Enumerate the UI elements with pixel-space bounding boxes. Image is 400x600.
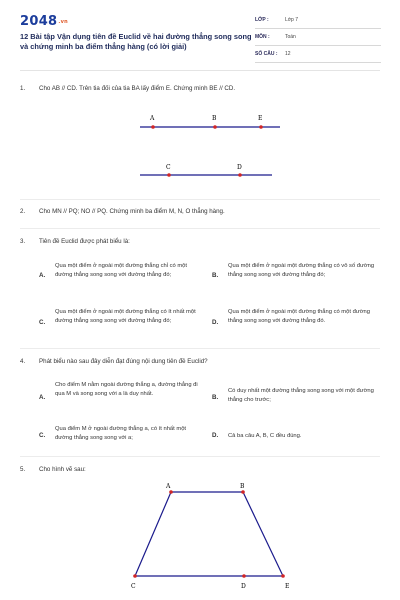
point-e	[281, 574, 285, 578]
option-b-text[interactable]: Qua một điểm ở ngoài một đường thẳng có vô số đường thẳng song song với đường thẳng đó;	[228, 263, 375, 279]
option-label: B.	[212, 272, 219, 279]
option-label: C.	[39, 319, 46, 326]
point-d	[238, 173, 242, 177]
label-c: C	[131, 583, 136, 590]
point-b	[213, 125, 217, 129]
divider	[20, 228, 380, 229]
option-a-text[interactable]: Cho điểm M nằm ngoài đường thẳng a, đường thẳng đi qua M và song song với a là duy nhất.	[55, 382, 198, 398]
option-label: A.	[39, 394, 46, 401]
point-a	[169, 490, 173, 494]
question-text: Cho hình vẽ sau:	[39, 466, 86, 473]
meta-box	[255, 14, 381, 65]
question-number: 4.	[20, 358, 26, 365]
option-d-text[interactable]: Cả ba câu A, B, C đều đúng.	[228, 433, 302, 439]
divider	[20, 348, 380, 349]
option-c-text[interactable]: Qua điểm M ở ngoài đường thẳng a, có ít nhất một đường thẳng song song với a;	[55, 426, 187, 442]
point-e	[259, 125, 263, 129]
divider	[20, 199, 380, 200]
label-b: B	[240, 483, 245, 490]
header-divider	[20, 70, 380, 71]
label-b: B	[212, 115, 217, 122]
question-number: 1.	[20, 85, 26, 92]
option-label: C.	[39, 432, 46, 439]
meta-label: SỐ CÂU :	[255, 51, 278, 57]
option-label: B.	[212, 394, 219, 401]
question-text: Phát biểu nào sau đây diễn đạt đúng nội dung tiên đề Euclid?	[39, 358, 208, 365]
meta-value: Lớp 7	[285, 17, 299, 23]
option-b-text[interactable]: Có duy nhất một đường thẳng song song với một đường thẳng cho trước;	[228, 388, 374, 404]
option-label: D.	[212, 319, 219, 326]
meta-row-count	[255, 48, 381, 63]
point-c	[167, 173, 171, 177]
option-label: D.	[212, 432, 219, 439]
label-c: C	[166, 164, 171, 171]
point-d	[242, 574, 246, 578]
question-text: Cho AB // CD. Trên tia đối của tia BA lấy điểm E. Chứng minh BE // CD.	[39, 85, 236, 92]
option-label: A.	[39, 272, 46, 279]
label-a: A	[150, 115, 155, 122]
label-d: D	[241, 583, 246, 590]
segment-be	[243, 492, 283, 576]
question-text: Cho MN // PQ; NO // PQ. Chứng minh ba điểm M, N, O thẳng hàng.	[39, 208, 225, 215]
label-a: A	[166, 483, 171, 490]
site-logo[interactable]	[20, 14, 68, 29]
point-c	[133, 574, 137, 578]
point-b	[241, 490, 245, 494]
question-number: 2.	[20, 208, 26, 215]
logo-text: 2048	[20, 14, 58, 29]
label-e: E	[258, 115, 263, 122]
option-a-text[interactable]: Qua một điểm ở ngoài một đường thẳng chỉ có một đường thẳng song song với đường thẳng đó;	[55, 263, 187, 279]
question-text: Tiên đề Euclid được phát biểu là:	[39, 238, 130, 245]
figure-trapezoid	[0, 480, 400, 595]
label-d: D	[237, 164, 242, 171]
option-d-text[interactable]: Qua một điểm ở ngoài một đường thẳng có một đường thẳng song song với đường thẳng đó.	[228, 309, 370, 325]
figure-parallel-lines	[0, 100, 400, 190]
question-number: 3.	[20, 238, 26, 245]
logo-suffix: .vn	[58, 18, 69, 25]
meta-label: MÔN :	[255, 34, 270, 40]
meta-value: Toán	[285, 34, 296, 40]
document-header	[0, 0, 400, 70]
question-number: 5.	[20, 466, 26, 473]
segment-ac	[135, 492, 171, 576]
point-a	[151, 125, 155, 129]
meta-label: LỚP :	[255, 17, 269, 23]
meta-value: 12	[285, 51, 291, 57]
label-e: E	[285, 583, 290, 590]
meta-row-subject	[255, 31, 381, 46]
divider	[20, 456, 380, 457]
meta-row-grade	[255, 14, 381, 29]
option-c-text[interactable]: Qua một điểm ở ngoài một đường thẳng có ít nhất một đường thẳng song song với đường thẳng đó;	[55, 309, 196, 325]
document-title: 12 Bài tập Vận dụng tiên đề Euclid về hai đường thẳng song song và chứng minh ba điểm thẳng hàng (có lời giải)	[20, 32, 252, 51]
